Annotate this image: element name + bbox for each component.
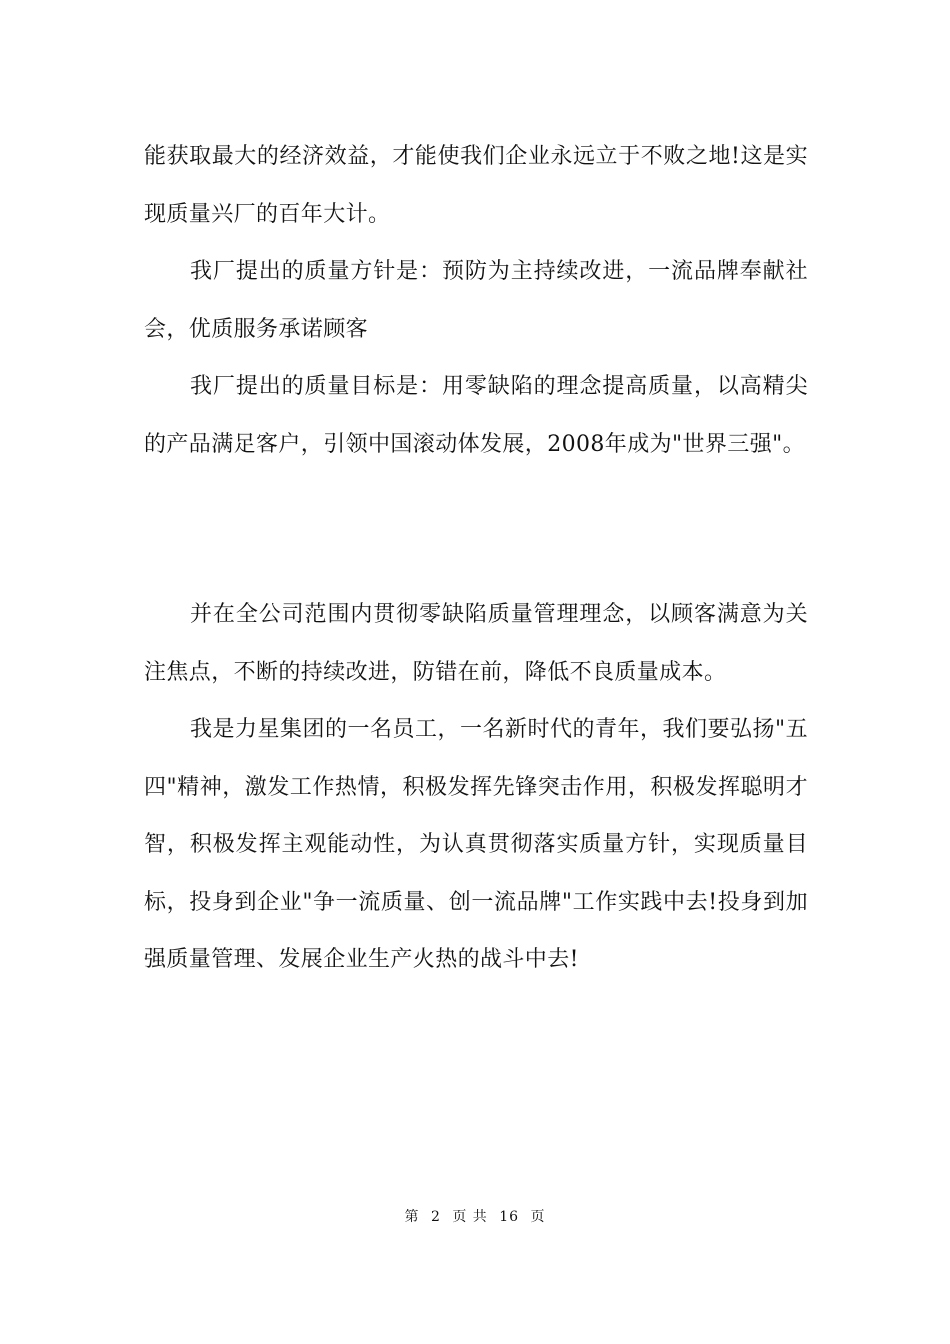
paragraph-quality-goal: 我厂提出的质量目标是：用零缺陷的理念提高质量，以高精尖的产品满足客户，引领中国滚动体发展，2008年成为"世界三强"。 bbox=[144, 374, 808, 457]
footer-total-pages: 16 bbox=[499, 1209, 520, 1225]
footer-suffix: 页 bbox=[530, 1209, 546, 1225]
footer-prefix: 第 bbox=[404, 1209, 420, 1225]
paragraph-quality-policy: 我厂提出的质量方针是：预防为主持续改进，一流品牌奉献社会，优质服务承诺顾客 bbox=[144, 259, 808, 342]
document-body bbox=[144, 128, 808, 989]
footer-current-page: 2 bbox=[430, 1209, 441, 1225]
paragraph-zero-defect: 并在全公司范围内贯彻零缺陷质量管理理念，以顾客满意为关注焦点，不断的持续改进，防错在前，降低不良质量成本。 bbox=[144, 602, 808, 685]
page-footer bbox=[0, 1206, 950, 1226]
paragraph-spacer bbox=[144, 473, 808, 586]
paragraph-employee-pledge: 我是力星集团的一名员工，一名新时代的青年，我们要弘扬"五四"精神，激发工作热情，积极发挥先锋突击作用，积极发挥聪明才智，积极发挥主观能动性，为认真贯彻落实质量方针，实现质量目标，投身到企业"争一流质量、创一流品牌"工作实践中去!投身到加强质量管理、发展企业生产火热的战斗中去! bbox=[144, 717, 808, 972]
paragraph-continuation: 能获取最大的经济效益，才能使我们企业永远立于不败之地!这是实现质量兴厂的百年大计。 bbox=[144, 144, 808, 227]
footer-middle: 页 共 bbox=[452, 1209, 488, 1225]
